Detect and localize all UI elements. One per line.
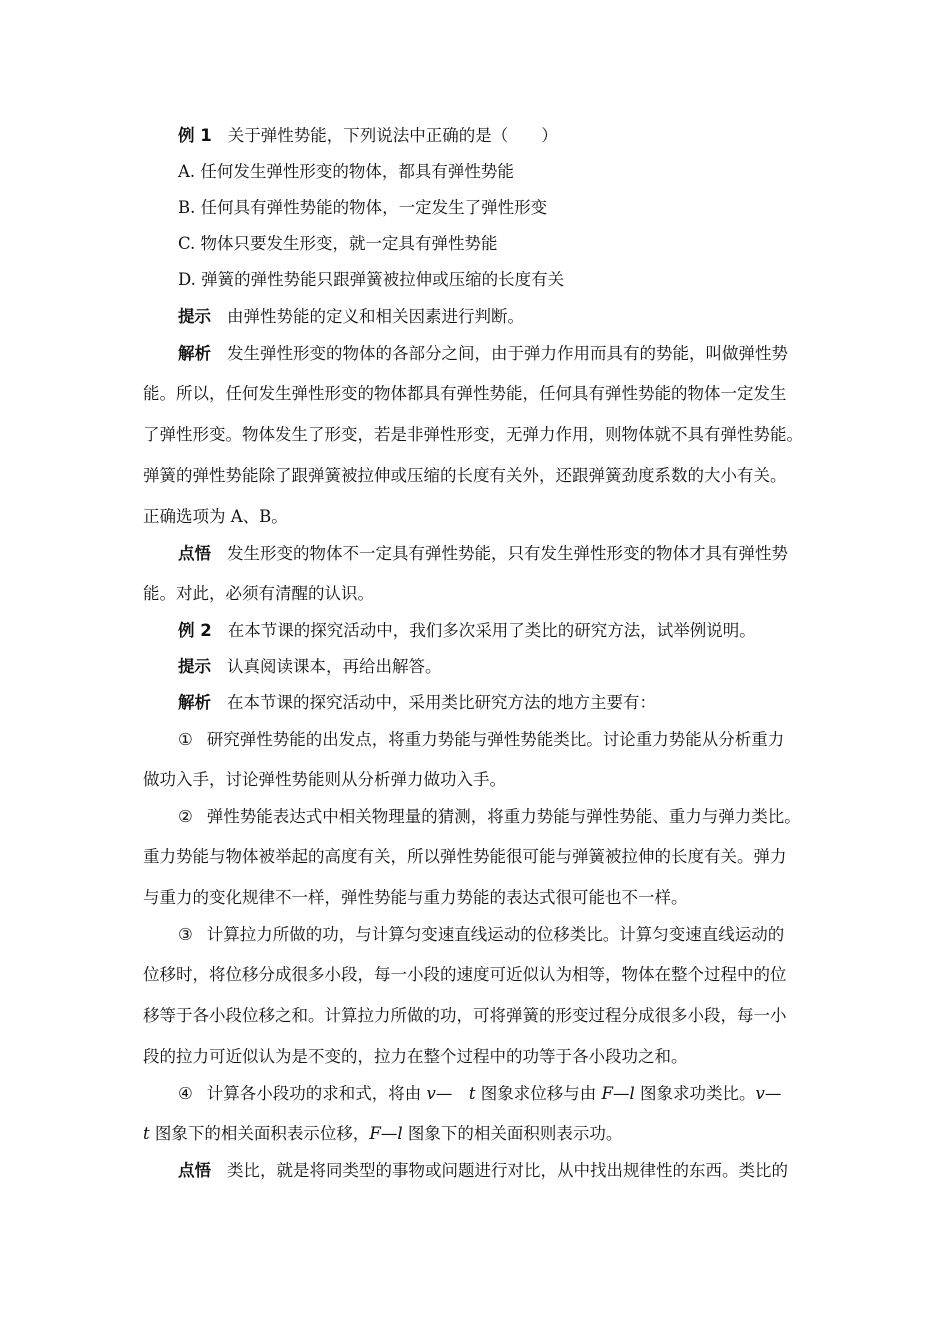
var-v: v [426,1084,436,1103]
option-b: B. 任何具有弹性势能的物体，一定发生了弹性形变 [178,198,548,217]
item-line: 做功入手，讨论弹性势能则从分析弹力做功入手。 [143,770,506,789]
insight-text: 类比，就是将同类型的事物或问题进行对比，从中找出规律性的东西。类比的 [227,1161,788,1180]
item-line: 与重力的变化规律不一样，弹性势能与重力势能的表达式很可能也不一样。 [143,888,688,907]
analogy-item-4 [178,1083,781,1105]
analysis-line: 了弹性形变。物体发生了形变，若是非弹性形变，无弹力作用，则物体就不具有弹性势能。 [143,425,803,444]
analysis-text: 在本节课的探究活动中，采用类比研究方法的地方主要有： [227,693,656,712]
item-text: 计算各小段功的求和式，将由 [206,1084,427,1103]
example-2-label: 例 2 [178,621,212,640]
item-line [143,1123,622,1145]
example-1-insight [178,543,788,565]
question-text: 关于弹性势能，下列说法中正确的是（ ） [227,126,558,145]
insight-label: 点悟 [178,1161,211,1180]
var-l: l [397,1124,403,1143]
item-text: 弹性势能表达式中相关物理量的猜测，将重力势能与弹性势能、重力与弹力类比。 [206,807,801,826]
item-number: ③ [178,925,193,944]
dash: — [380,1124,398,1143]
option-c: C. 物体只要发生形变，就一定具有弹性势能 [178,234,498,253]
analysis-label: 解析 [178,693,211,712]
item-text: 图象求位移与由 [475,1084,602,1103]
item-line: 位移时，将位移分成很多小段，每一小段的速度可近似认为相等，物体在整个过程中的位 [143,965,787,984]
hint-text: 认真阅读课本，再给出解答。 [227,657,442,676]
var-t: t [468,1084,476,1103]
insight-line: 能。对此，必须有清醒的认识。 [143,584,374,603]
example-1-hint [178,306,524,328]
example-2-question [178,620,756,642]
example-1-analysis [178,343,788,365]
example-2-insight [178,1160,788,1182]
var-f: F [601,1084,613,1103]
dash: — [435,1084,469,1103]
item-text: 图象下的相关面积表示位移， [149,1124,370,1143]
analysis-line: 正确选项为 A、B。 [143,507,288,526]
example-1-label: 例 1 [178,126,212,145]
item-line: 段的拉力可近似认为是不变的，拉力在整个过程中的功等于各小段功之和。 [143,1047,688,1066]
analysis-label: 解析 [178,344,211,363]
analysis-line: 弹簧的弹性势能除了跟弹簧被拉伸或压缩的长度有关外，还跟弹簧劲度系数的大小有关。 [143,466,787,485]
analysis-line: 能。所以，任何发生弹性形变的物体都具有弹性势能，任何具有弹性势能的物体一定发生 [143,384,787,403]
item-text: 研究弹性势能的出发点，将重力势能与弹性势能类比。讨论重力势能从分析重力 [206,730,785,749]
option-a: A. 任何发生弹性形变的物体，都具有弹性势能 [178,162,514,181]
item-number: ④ [178,1084,193,1103]
example-2-analysis [178,692,656,714]
analogy-item-3 [178,924,784,946]
hint-label: 提示 [178,307,211,326]
analogy-item-2 [178,806,801,828]
example-1-question [178,125,558,147]
question-text: 在本节课的探究活动中，我们多次采用了类比的研究方法，试举例说明。 [227,621,756,640]
item-line: 移等于各小段位移之和。计算拉力所做的功，可将弹簧的形变过程分成很多小段，每一小 [143,1006,787,1025]
var-t: t [143,1124,150,1143]
analysis-text: 发生弹性形变的物体的各部分之间，由于弹力作用而具有的势能，叫做弹性势 [227,344,788,363]
example-2-hint [178,656,442,678]
item-text: 图象下的相关面积则表示功。 [402,1124,623,1143]
option-d: D. 弹簧的弹性势能只跟弹簧被拉伸或压缩的长度有关 [178,270,565,289]
dash: — [612,1084,630,1103]
var-l: l [629,1084,635,1103]
item-text: 图象求功类比。 [634,1084,756,1103]
hint-text: 由弹性势能的定义和相关因素进行判断。 [227,307,524,326]
insight-label: 点悟 [178,544,211,563]
item-line: 重力势能与物体被举起的高度有关，所以弹性势能很可能与弹簧被拉伸的长度有关。弹力 [143,847,787,866]
var-v: v [755,1084,765,1103]
item-text: 计算拉力所做的功，与计算匀变速直线运动的位移类比。计算匀变速直线运动的 [206,925,785,944]
dash: — [764,1084,782,1103]
insight-text: 发生形变的物体不一定具有弹性势能，只有发生弹性形变的物体才具有弹性势 [227,544,788,563]
item-number: ① [178,730,193,749]
var-f: F [369,1124,381,1143]
hint-label: 提示 [178,657,211,676]
analogy-item-1 [178,729,784,751]
item-number: ② [178,807,193,826]
